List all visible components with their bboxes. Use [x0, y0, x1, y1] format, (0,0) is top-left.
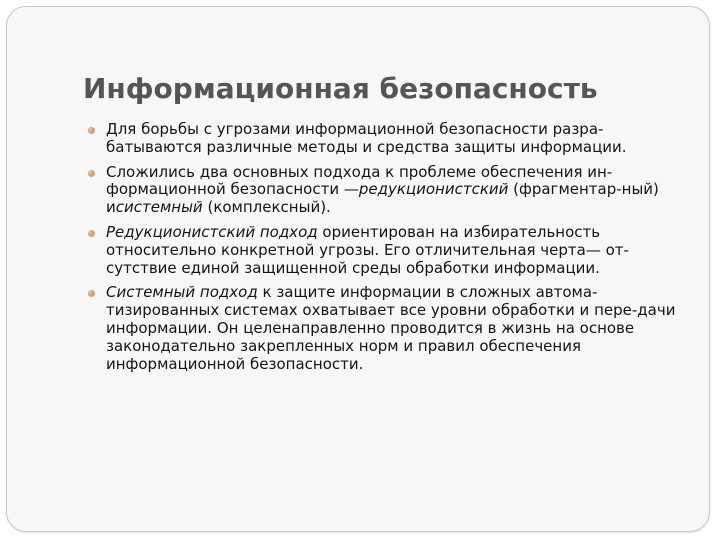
bullet-text: (фрагментар-ный) и — [106, 180, 659, 217]
bullet-item — [83, 164, 683, 217]
bullet-text: Для борьбы с угрозами информационной безопасности разра-батываются различные методы и средства защиты информации. — [106, 120, 627, 156]
bullet-item — [83, 284, 683, 373]
slide-frame — [6, 6, 710, 532]
bullet-item — [83, 224, 683, 277]
bullet-text: Сложились два основных подхода к проблеме обеспечения ин-формационной безопасности — — [106, 162, 613, 199]
bullet-dot-icon — [88, 127, 95, 134]
bullet-dot-icon — [88, 170, 95, 177]
bullet-dot-icon — [88, 290, 95, 297]
bullet-item — [83, 121, 683, 157]
bullet-text: к защите информации в сложных автома-тизированных системах охватывает все уровни обработки и пере-дачи информации. Он целенаправленно проводится в жизнь на основе законодательно закрепленных норм и правил обеспечения информационной безопасности. — [106, 283, 676, 373]
slide-title: Информационная безопасность — [83, 72, 598, 105]
bullet-list — [83, 121, 683, 380]
bullet-emphasis: Системный подход — [106, 283, 258, 302]
bullet-text: ориентирован на избирательность относительно конкретной угрозы. Его отличительная черта— от-сутствие единой защищенной среды обработки информации. — [106, 222, 629, 277]
bullet-emphasis: системный — [115, 198, 203, 217]
bullet-emphasis: Редукционистский подход — [106, 222, 318, 241]
bullet-emphasis: редукционистский — [358, 180, 509, 199]
bullet-text: (комплексный). — [207, 198, 331, 217]
bullet-dot-icon — [88, 230, 95, 237]
